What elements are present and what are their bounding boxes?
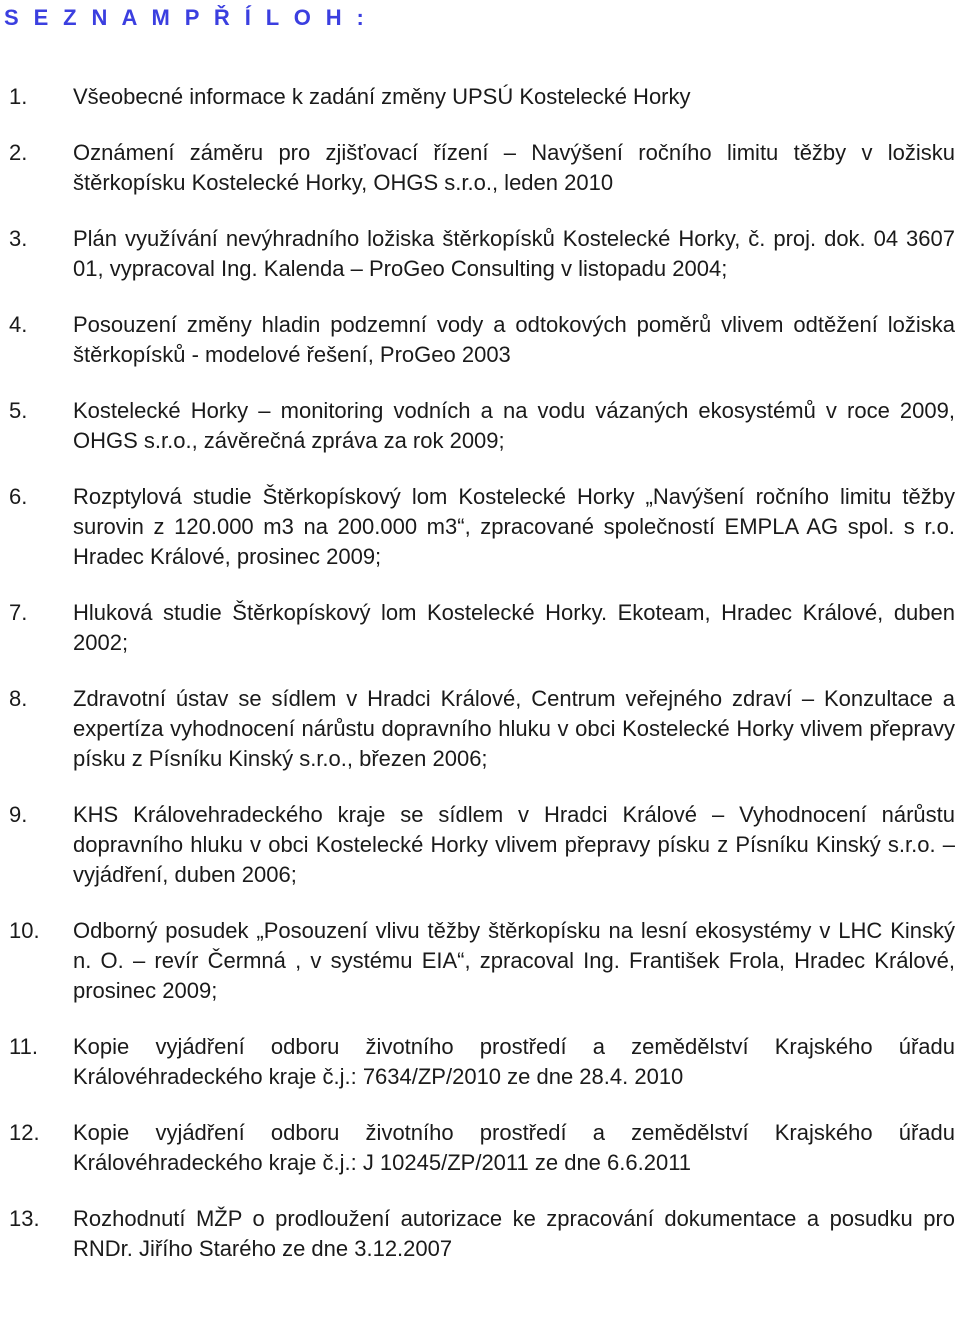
list-item — [0, 310, 960, 370]
item-number: 3. — [9, 226, 28, 251]
list-item — [0, 482, 960, 572]
item-number: 4. — [9, 312, 28, 337]
list-item — [0, 1032, 960, 1092]
item-text: Plán využívání nevýhradního ložiska štěrkopísků Kostelecké Horky, č. proj. dok. 04 3607 01, vypracoval Ing. Kalenda – ProGeo Consulting v listopadu 2004; — [73, 226, 955, 281]
item-text: Odborný posudek „Posouzení vlivu těžby štěrkopísku na lesní ekosystémy v LHC Kinský n. O. – revír Čermná , v systému EIA“, zpracoval Ing. František Frola, Hradec Králové, prosinec 2009; — [73, 918, 955, 1003]
item-number: 6. — [9, 484, 28, 509]
item-text: Kostelecké Horky – monitoring vodních a na vodu vázaných ekosystémů v roce 2009, OHGS s.r.o., závěrečná zpráva za rok 2009; — [73, 398, 955, 453]
list-item — [0, 138, 960, 198]
item-number: 5. — [9, 398, 28, 423]
item-text: Posouzení změny hladin podzemní vody a odtokových poměrů vlivem odtěžení ložiska štěrkopísků - modelové řešení, ProGeo 2003 — [73, 312, 955, 367]
list-item — [0, 1118, 960, 1178]
item-number: 2. — [9, 140, 28, 165]
item-text: KHS Královehradeckého kraje se sídlem v Hradci Králové – Vyhodnocení nárůstu dopravního hluku v obci Kostelecké Horky vlivem přepravy písku z Písníku Kinský s.r.o. – vyjádření, duben 2006; — [73, 802, 955, 887]
item-number: 9. — [9, 802, 28, 827]
list-item — [0, 684, 960, 774]
item-number: 1. — [9, 84, 28, 109]
item-number: 8. — [9, 686, 28, 711]
item-text: Zdravotní ústav se sídlem v Hradci Králové, Centrum veřejného zdraví – Konzultace a expertíza vyhodnocení nárůstu dopravního hluku v obci Kostelecké Horky vlivem přepravy písku z Písníku Kinský s.r.o., březen 2006; — [73, 686, 955, 771]
item-text: Kopie vyjádření odboru životního prostředí a zemědělství Krajského úřadu Královéhradeckého kraje č.j.: J 10245/ZP/2011 ze dne 6.6.2011 — [73, 1120, 955, 1175]
attachments-heading: S E Z N A M P Ř Í L O H : — [4, 5, 369, 30]
list-item — [0, 224, 960, 284]
item-number: 10. — [9, 918, 40, 943]
attachments-list — [0, 82, 960, 1290]
list-item — [0, 800, 960, 890]
item-text: Oznámení záměru pro zjišťovací řízení – Navýšení ročního limitu těžby v ložisku štěrkopísku Kostelecké Horky, OHGS s.r.o., leden 2010 — [73, 140, 955, 195]
list-item — [0, 1204, 960, 1264]
item-text: Kopie vyjádření odboru životního prostředí a zemědělství Krajského úřadu Královéhradeckého kraje č.j.: 7634/ZP/2010 ze dne 28.4. 2010 — [73, 1034, 955, 1089]
item-text: Všeobecné informace k zadání změny UPSÚ Kostelecké Horky — [73, 84, 691, 109]
list-item — [0, 598, 960, 658]
item-number: 7. — [9, 600, 28, 625]
item-number: 12. — [9, 1120, 40, 1145]
item-number: 13. — [9, 1206, 40, 1231]
list-item — [0, 916, 960, 1006]
list-item — [0, 82, 960, 112]
item-number: 11. — [9, 1034, 38, 1059]
item-text: Hluková studie Štěrkopískový lom Kostelecké Horky. Ekoteam, Hradec Králové, duben 2002; — [73, 600, 955, 655]
item-text: Rozhodnutí MŽP o prodloužení autorizace ke zpracování dokumentace a posudku pro RNDr. Jiřího Starého ze dne 3.12.2007 — [73, 1206, 955, 1261]
item-text: Rozptylová studie Štěrkopískový lom Kostelecké Horky „Navýšení ročního limitu těžby surovin z 120.000 m3 na 200.000 m3“, zpracované společností EMPLA AG spol. s r.o. Hradec Králové, prosinec 2009; — [73, 484, 955, 569]
list-item — [0, 396, 960, 456]
